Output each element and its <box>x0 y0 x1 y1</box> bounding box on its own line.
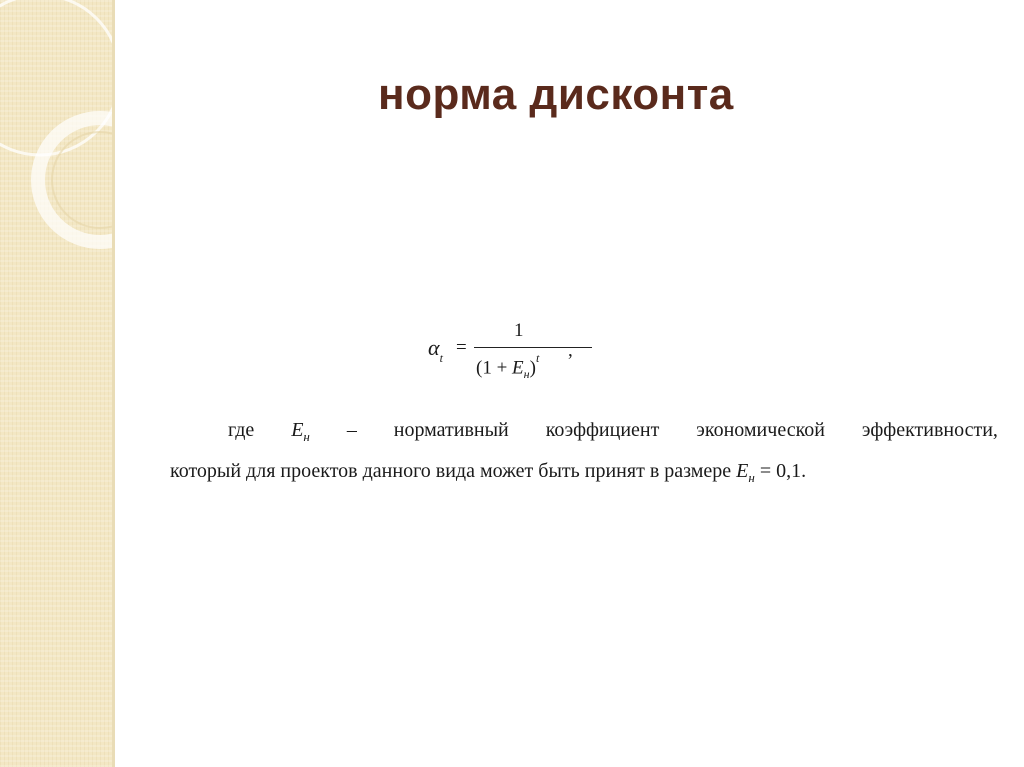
word-coefficient: коэффициент <box>545 419 660 441</box>
word-economic: экономической <box>696 419 825 441</box>
word-normative: нормативный <box>393 419 509 441</box>
value-text: = 0,1. <box>754 460 807 482</box>
explanation-line-2 <box>170 454 998 495</box>
symbol-en: $E_н$ <box>291 419 310 444</box>
decorative-sidebar <box>0 0 112 767</box>
formula-numerator: 1 <box>514 320 524 341</box>
word-efficiency: эффективности, <box>861 419 998 441</box>
word-where: где <box>228 419 255 441</box>
formula-trailing-comma: , <box>568 340 573 361</box>
formula-denominator: $(1 + E_н)^t$ <box>476 351 540 382</box>
explanation-line-2-text: который для проектов данного вида может быть принят в размере <box>170 460 732 482</box>
fraction-bar <box>474 347 592 348</box>
value-symbol-en: $E_н$ <box>736 460 755 485</box>
word-dash: – <box>346 419 357 441</box>
slide-title: норма дисконта <box>378 70 734 119</box>
formula-equals: = <box>456 337 467 358</box>
formula-lhs: $\alpha_t$ <box>428 335 443 366</box>
sidebar-divider <box>112 0 115 767</box>
explanation-line-1 <box>170 413 998 454</box>
decorative-rings <box>0 0 112 300</box>
discount-formula <box>428 320 588 380</box>
formula-explanation <box>170 413 998 495</box>
